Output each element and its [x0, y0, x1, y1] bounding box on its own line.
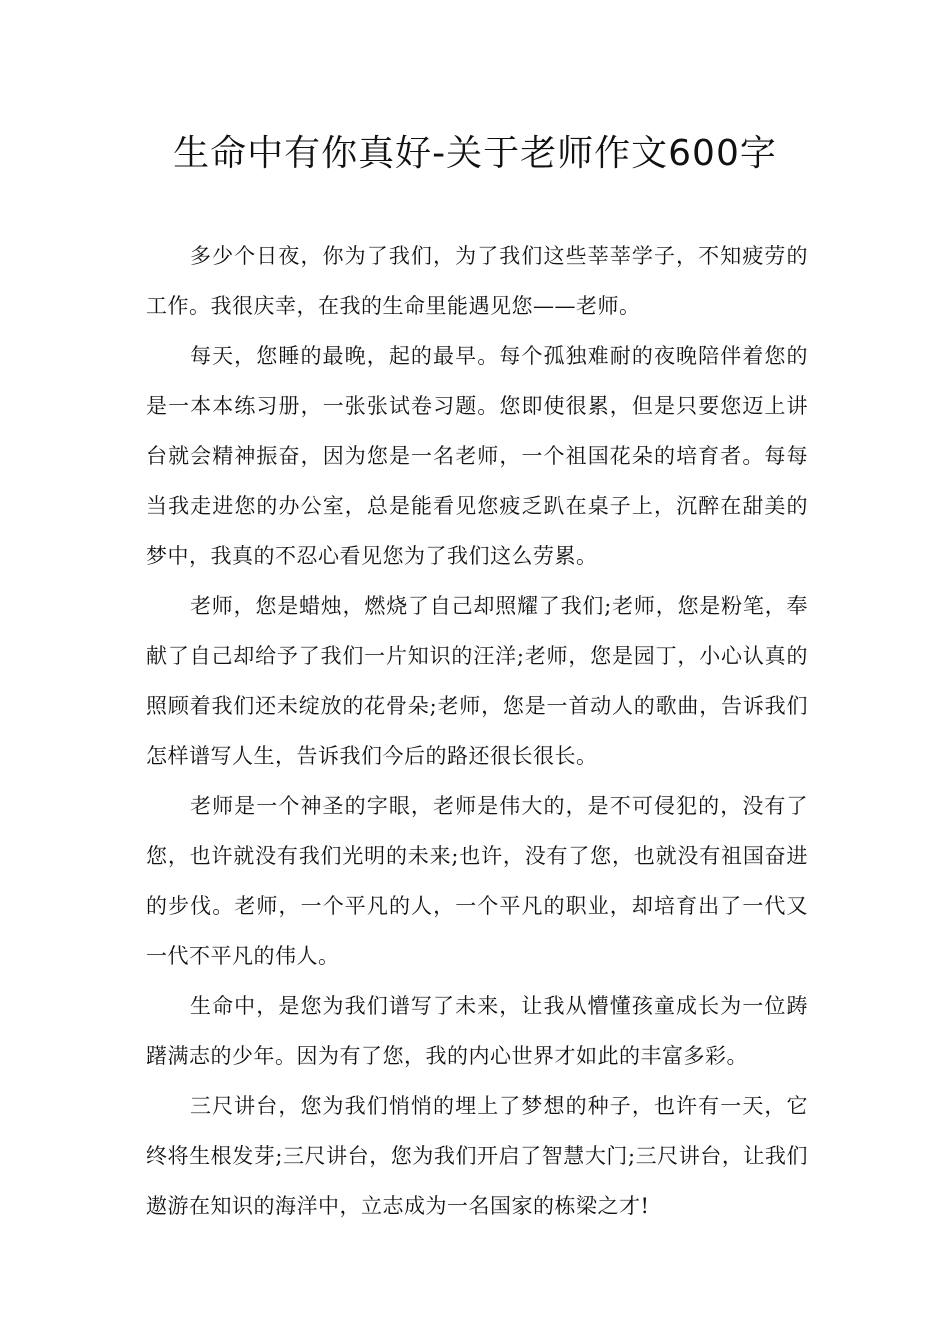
paragraph: 三尺讲台，您为我们悄悄的埋上了梦想的种子，也许有一天，它终将生根发芽;三尺讲台，您为我们开启了智慧大门;三尺讲台，让我们遨游在知识的海洋中，立志成为一名国家的栋梁之才!: [146, 1094, 808, 1218]
paragraph: 老师是一个神圣的字眼，老师是伟大的，是不可侵犯的，没有了您，也许就没有我们光明的未来;也许，没有了您，也就没有祖国奋进的步伐。老师，一个平凡的人，一个平凡的职业，却培育出了一代又一代不平凡的伟人。: [146, 794, 808, 968]
paragraph: 每天，您睡的最晚，起的最早。每个孤独难耐的夜晚陪伴着您的是一本本练习册，一张张试卷习题。您即使很累，但是只要您迈上讲台就会精神振奋，因为您是一名老师，一个祖国花朵的培育者。每每当我走进您的办公室，总是能看见您疲乏趴在桌子上，沉醉在甜美的梦中，我真的不忍心看见您为了我们这么劳累。: [146, 344, 808, 568]
paragraph: 多少个日夜，你为了我们，为了我们这些莘莘学子，不知疲劳的工作。我很庆幸，在我的生命里能遇见您——老师。: [146, 244, 808, 318]
document-title: 生命中有你真好-关于老师作文600字: [173, 133, 777, 174]
paragraph: 生命中，是您为我们谱写了未来，让我从懵懂孩童成长为一位踌躇满志的少年。因为有了您，我的内心世界才如此的丰富多彩。: [146, 994, 808, 1068]
document-body: [146, 231, 808, 1231]
paragraph: 老师，您是蜡烛，燃烧了自己却照耀了我们;老师，您是粉笔，奉献了自己却给予了我们一片知识的汪洋;老师，您是园丁，小心认真的照顾着我们还未绽放的花骨朵;老师，您是一首动人的歌曲，告诉我们怎样谱写人生，告诉我们今后的路还很长很长。: [146, 594, 808, 768]
